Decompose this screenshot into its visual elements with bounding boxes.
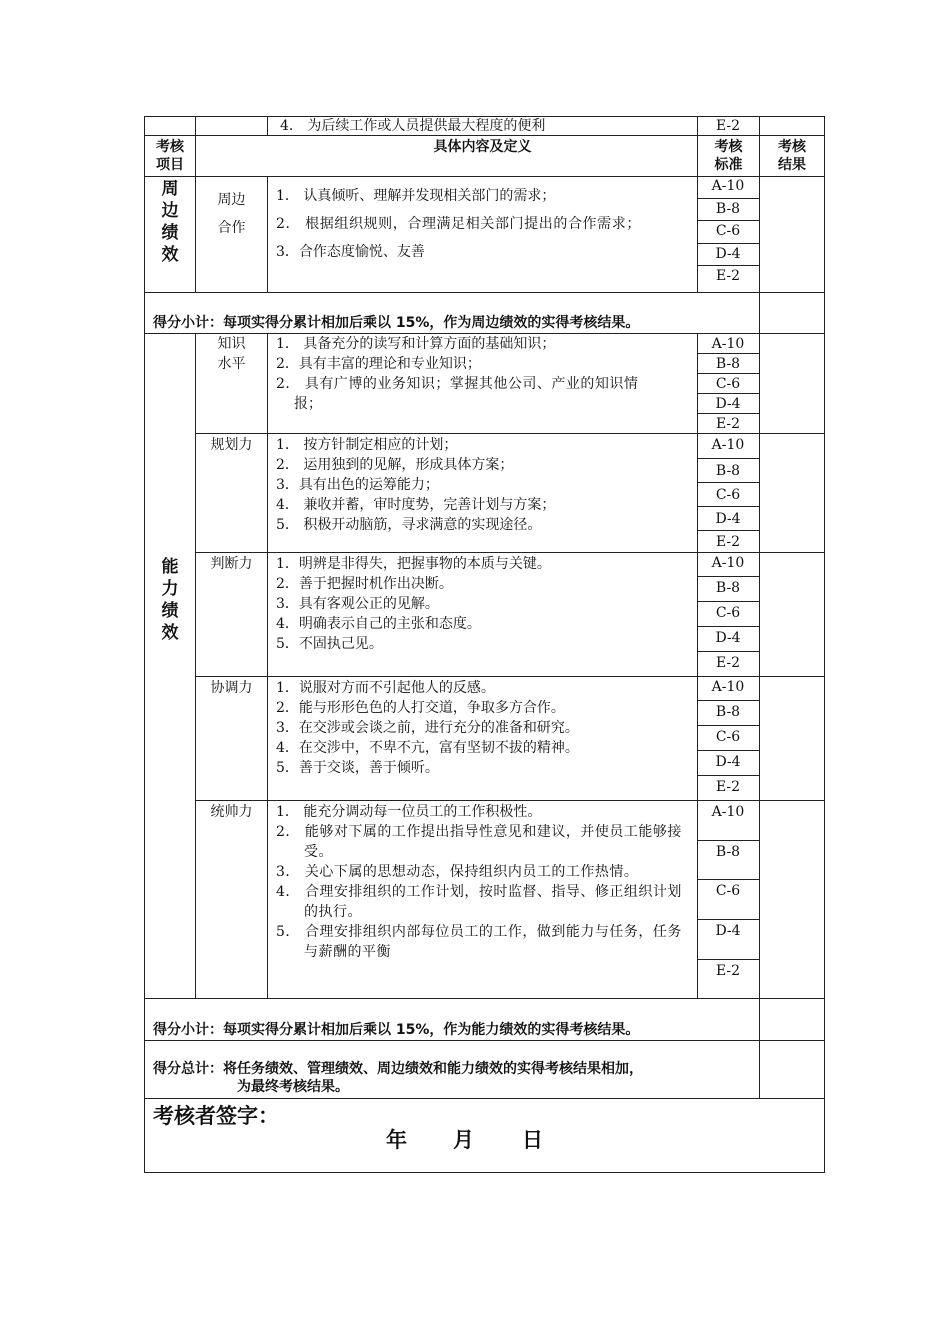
header-standard-col: 考核 标准 [714,139,743,173]
appraisal-form: 4． 为后续工作或人员提供最大程度的便利 E-2 考核 项目 具体内容及定义 考核 标准 考核 结果 周边绩效 周边 合作 1． 认真倾听、理解并发现相关部门的需求； 2． 根据组织规则，合理满足相关部门提出的合作需求； 3．合作态度愉悦、友善 A-10 B-8 C-6 D-4 E-2 得分小计：每项实得分累计相加后乘以 15%，作为周边绩效的实得考核结果。 能力绩效 知识水平 1． 具备充分的读写和计算方面的基础知识； 2．具有丰富的理论和专业知识； 2． 具有广博的业务知识；掌握其他公司、产业的知识情 报； A-10 B-8 C-6 D-4 E-2 规划力 1． 按方针制定相应的计划； 2． 运用独到的见解，形成具体方案； 3．具有出色的运筹能力； 4． 兼收并蓄，审时度势，完善计划与方案； 5． 积极开动脑筋，寻求满意的实现途径。 A-10 B-8 C-6 D-4 E-2 判断力 1．明辨是非得失，把握事物的本质与关键。 2．善于把握时机作出决断。 3．具有客观公正的见解。 4．明确表示自己的主张和态度。 5．不固执己见。 A-10 B-8 C-6 D-4 E-2 协调力 1．说服对方而不引起他人的反感。 2．能与形形色色的人打交道，争取多方合作。 3．在交涉或会谈之前，进行充分的准备和研究。 4．在交涉中，不卑不亢，富有坚韧不拔的精神。 5．善于交谈，善于倾听。 A-10 B-8 C-6 D-4 E-2 统帅力 1． 能充分调动每一位员工的工作积极性。 2． 能够对下属的工作提出指导性意见和建议，并使员工能够接受。 3． 关心下属的思想动态，保持组织内员工的工作热情。 4． 合理安排组织的工作计划，按时监督、指导、修正组织计划的执行。 5． 合理安排组织内部每位员工的工作，做到能力与任务，任务与薪酬的平衡 A-10 B-8 C-6 D-4 E-2 得分小计：每项实得分累计相加后乘以 15%，作为能力绩效的实得考核结果。 得分总计：将任务绩效、管理绩效、周边绩效和能力绩效的实得考核结果相加， 为最终考核结果。 考核者签字： 年 月 日 [0,0,950,1344]
signature-label: 考核者签字： [153,1104,279,1128]
category-ability: 能力绩效 [161,557,179,643]
header-item-col: 考核 项目 [156,139,184,173]
list-item: 2． 具有广博的业务知识；掌握其他公司、产业的知识情 [276,376,639,392]
top-row-item: 4． 为后续工作或人员提供最大程度的便利 [280,118,546,134]
rule-left [144,116,145,1173]
peripheral-items [276,186,688,262]
date-day: 日 [522,1128,543,1152]
list-item: 1． 具备充分的读写和计算方面的基础知识； [276,336,556,352]
grade-b: B-8 [715,201,741,217]
list-item: 3．合作态度愉悦、友善 [276,244,425,260]
list-item: 2． 能够对下属的工作提出指导性意见和建议，并使员工能够接受。 [276,824,682,860]
list-item: 1． 能充分调动每一位员工的工作积极性。 [276,804,542,820]
sub-knowledge: 知识水平 [217,336,246,372]
grand-total: 得分总计：将任务绩效、管理绩效、周边绩效和能力绩效的实得考核结果相加， 为最终考核结果。 [153,1061,643,1095]
list-item: 3．具有出色的运筹能力； [276,477,439,493]
date-month: 月 [453,1128,474,1152]
list-item: 3．在交涉或会谈之前，进行充分的准备和研究。 [276,720,579,736]
list-item: 1．明辨是非得失，把握事物的本质与关键。 [276,556,551,572]
rule-ability-bottom [144,998,825,999]
sub-coordination: 协调力 [210,680,253,696]
list-item: 5．善于交谈，善于倾听。 [276,760,439,776]
subtotal-peripheral: 得分小计：每项实得分累计相加后乘以 15%，作为周边绩效的实得考核结果。 [153,315,640,331]
planning-items [276,435,688,535]
judgment-items [276,554,688,654]
sub-planning: 规划力 [210,437,253,453]
list-item: 2． 根据组织规则，合理满足相关部门提出的合作需求； [276,216,641,232]
list-item: 3． 关心下属的思想动态，保持组织内员工的工作热情。 [276,864,639,880]
category-peripheral: 周边绩效 [161,179,179,265]
list-item: 5． 合理安排组织内部每位员工的工作，做到能力与任务，任务与薪酬的平衡 [276,924,682,960]
header-result-col: 考核 结果 [778,139,806,173]
sub-judgment: 判断力 [210,556,253,572]
coordination-items [276,678,688,778]
rule-peripheral-bottom [144,292,825,293]
rule-coordination-bottom [195,800,825,801]
grade-e: E-2 [715,268,741,284]
list-item: 5．不固执己见。 [276,636,383,652]
list-item: 4． 兼收并蓄，审时度势，完善计划与方案； [276,497,556,513]
list-item: 5． 积极开动脑筋，寻求满意的实现途径。 [276,517,542,533]
list-item: 1． 按方针制定相应的计划； [276,437,458,453]
leadership-items [276,802,688,962]
sub-leadership: 统帅力 [210,804,253,820]
rule-total-bottom [144,1098,825,1099]
sub-cooperation: 周边 合作 [217,192,246,236]
list-item: 1．说服对方而不引起他人的反感。 [276,680,495,696]
rule-bottom [144,1172,825,1173]
list-item: 2．具有丰富的理论和专业知识； [276,356,481,372]
top-row-grade: E-2 [715,118,741,134]
rule-subtotal2-bottom [144,1040,825,1041]
grade-d: D-4 [715,246,741,262]
list-item: 报； [294,396,322,412]
list-item: 2．能与形形色色的人打交道，争取多方合作。 [276,700,565,716]
header-content-col: 具体内容及定义 [433,139,532,155]
list-item: 4．明确表示自己的主张和态度。 [276,616,481,632]
knowledge-items [276,334,688,414]
list-item: 2．善于把握时机作出决断。 [276,576,453,592]
grade-c: C-6 [715,223,741,239]
date-year: 年 [386,1128,407,1152]
grade-a: A-10 [711,178,745,194]
list-item: 4．在交涉中，不卑不亢，富有坚韧不拔的精神。 [276,740,579,756]
subtotal-ability: 得分小计：每项实得分累计相加后乘以 15%，作为能力绩效的实得考核结果。 [153,1022,640,1038]
list-item: 3．具有客观公正的见解。 [276,596,439,612]
list-item: 2． 运用独到的见解，形成具体方案； [276,457,514,473]
list-item: 1． 认真倾听、理解并发现相关部门的需求； [276,188,556,204]
list-item: 4． 合理安排组织的工作计划，按时监督、指导、修正组织计划的执行。 [276,884,682,920]
rule-right [824,116,825,1173]
